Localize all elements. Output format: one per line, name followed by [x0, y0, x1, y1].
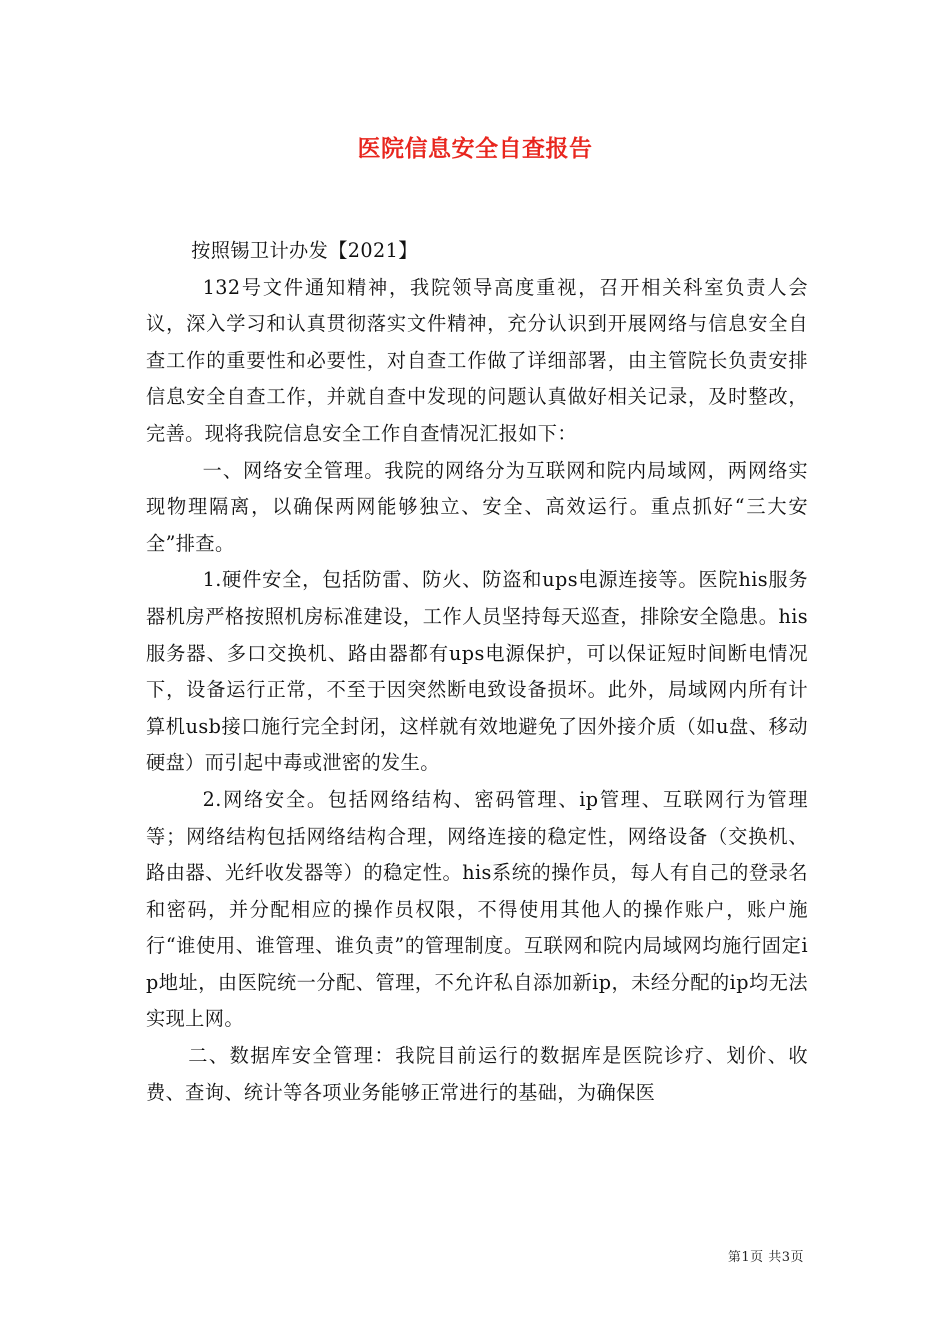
paragraph-database-security: 二、数据库安全管理：我院目前运行的数据库是医院诊疗、划价、收费、查询、统计等各项业务能够正常进行的基础，为确保医: [146, 1044, 808, 1104]
paragraph-intro: 按照锡卫计办发【2021】: [191, 239, 418, 262]
paragraph-hardware-security: 1.硬件安全，包括防雷、防火、防盗和ups电源连接等。医院his服务器机房严格按照机房标准建设，工作人员坚持每天巡查，排除安全隐患。his服务器、多口交换机、路由器都有ups电源保护，可以保证短时间断电情况下，设备运行正常，不至于因突然断电致设备损坏。此外，局域网内所有计算机usb接口施行完全封闭，这样就有效地避免了因外接介质（如u盘、移动硬盘）而引起中毒或泄密的发生。: [146, 568, 808, 775]
document-title: 医院信息安全自查报告: [357, 135, 593, 162]
paragraph-notice: 132号文件通知精神，我院领导高度重视，召开相关科室负责人会议，深入学习和认真贯彻落实文件精神，充分认识到开展网络与信息安全自查工作的重要性和必要性，对自查工作做了详细部署，由主管院长负责安排信息安全自查工作，并就自查中发现的问题认真做好相关记录，及时整改，完善。现将我院信息安全工作自查情况汇报如下：: [146, 275, 808, 445]
page-number: 第1页 共3页: [727, 1250, 804, 1265]
document-body: [146, 233, 808, 1111]
paragraph-network-management: 一、网络安全管理。我院的网络分为互联网和院内局域网，两网络实现物理隔离，以确保两网能够独立、安全、高效运行。重点抓好“三大安全”排查。: [146, 458, 808, 555]
paragraph-network-security: 2.网络安全。包括网络结构、密码管理、ip管理、互联网行为管理等；网络结构包括网络结构合理，网络连接的稳定性，网络设备（交换机、路由器、光纤收发器等）的稳定性。his系统的操作员，每人有自己的登录名和密码，并分配相应的操作员权限，不得使用其他人的操作账户，账户施行“谁使用、谁管理、谁负责”的管理制度。互联网和院内局域网均施行固定ip地址，由医院统一分配、管理，不允许私自添加新ip，未经分配的ip均无法实现上网。: [146, 787, 808, 1031]
